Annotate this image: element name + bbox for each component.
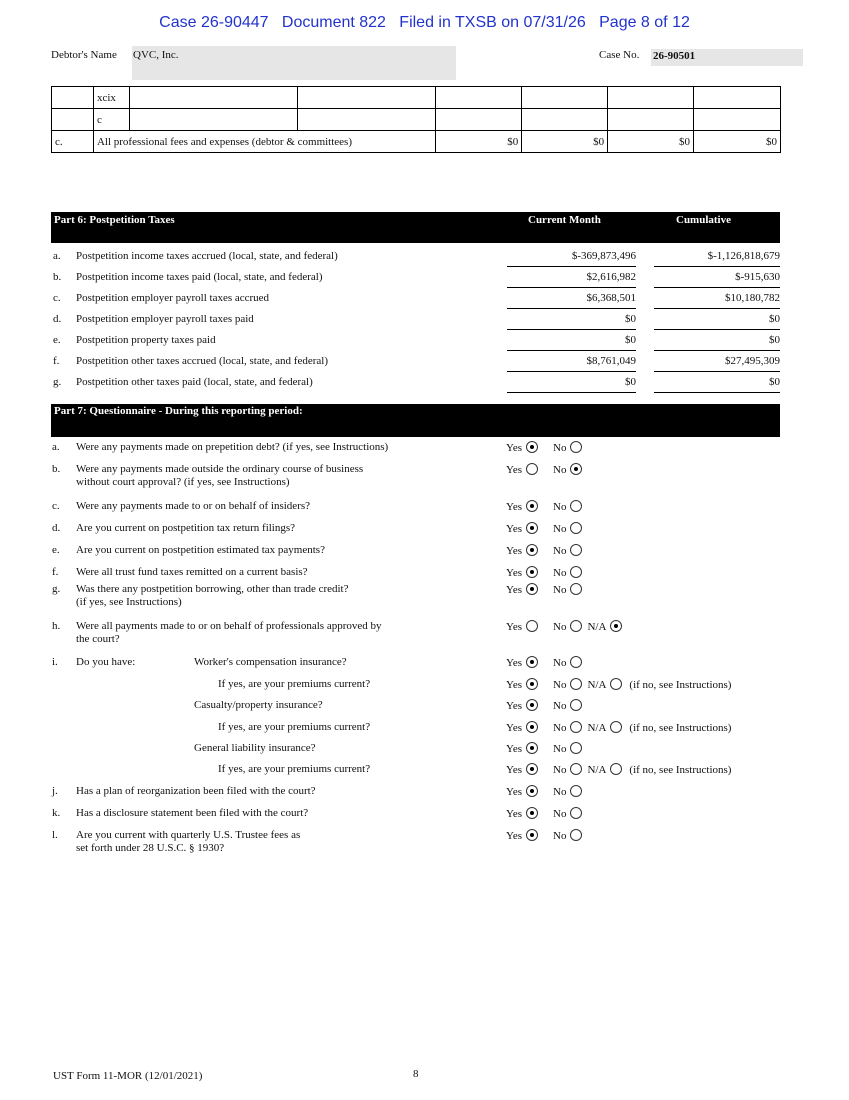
question-text [76,522,476,535]
row-label: Postpetition income taxes accrued (local, state, and federal) [76,250,338,262]
na-radio[interactable] [610,620,622,632]
no-radio[interactable] [570,699,582,711]
table-cell [297,109,436,131]
yes-radio[interactable] [526,829,538,841]
yes-label: Yes [506,657,523,669]
yes-label: Yes [506,743,523,755]
question-text [76,500,476,513]
no-label: No [553,700,567,712]
no-radio[interactable] [570,807,582,819]
question-text [76,807,476,820]
cumulative-value: $-1,126,818,679 [654,249,780,267]
yes-radio[interactable] [526,807,538,819]
no-radio[interactable] [570,583,582,595]
table-cell [52,87,94,109]
na-label: N/A [587,679,607,691]
instructions-note: (if no, see Instructions) [629,722,732,734]
table-cell [694,87,781,109]
no-radio[interactable] [570,785,582,797]
insurance-question: Casualty/property insurance? [194,699,323,711]
question-letter: i. [52,656,58,668]
question-letter: h. [52,620,61,632]
yes-label: Yes [506,584,523,596]
debtor-name-label: Debtor's Name [51,49,117,61]
instructions-note: (if no, see Instructions) [629,764,732,776]
question-line: the court? [76,633,120,645]
answer-group [506,807,582,820]
question-line: Are you current on postpetition tax return filings? [76,522,296,534]
answer-group [506,699,582,712]
no-radio[interactable] [570,656,582,668]
answer-group [506,463,582,476]
row-label: Postpetition property taxes paid [76,334,216,346]
no-label: No [553,584,567,596]
tax-row [51,372,780,393]
table-cell [522,87,608,109]
row-label: Postpetition employer payroll taxes accrued [76,292,270,304]
yes-label: Yes [506,700,523,712]
no-radio[interactable] [570,678,582,690]
table-row [52,87,781,109]
yes-radio[interactable] [526,544,538,556]
no-radio[interactable] [570,763,582,775]
yes-radio[interactable] [526,721,538,733]
cumulative-value: $0 [654,375,780,393]
question-text [76,829,476,855]
yes-label: Yes [506,501,523,513]
answer-group [506,678,731,691]
tax-row [51,309,780,330]
table-cell [129,87,297,109]
answer-group [506,441,582,454]
question-letter: a. [52,441,60,453]
answer-group [506,742,582,755]
tax-row [51,267,780,288]
yes-label: Yes [506,679,523,691]
part6-col-cumulative: Cumulative [676,214,731,226]
total-label: All professional fees and expenses (debtor & committees) [93,131,435,153]
tax-row [51,288,780,309]
total-letter: c. [52,131,94,153]
part6-header-bar [51,212,780,243]
no-radio[interactable] [570,441,582,453]
yes-label: Yes [506,621,523,633]
question-letter: j. [52,785,58,797]
no-label: No [553,830,567,842]
table-cell [436,87,522,109]
total-value: $0 [694,131,781,153]
yes-radio[interactable] [526,620,538,632]
no-radio[interactable] [570,500,582,512]
question-line: Are you current on postpetition estimated tax payments? [76,544,325,556]
question-letter: l. [52,829,58,841]
question-letter: d. [52,522,61,534]
row-letter: e. [53,334,61,346]
cumulative-value: $0 [654,333,780,351]
insurance-question: If yes, are your premiums current? [218,721,371,733]
table-cell [694,109,781,131]
tax-row [51,351,780,372]
table-row [52,109,781,131]
current-month-value: $6,368,501 [507,291,636,309]
no-label: No [553,764,567,776]
row-label: Postpetition other taxes accrued (local, state, and federal) [76,355,328,367]
row-label: Postpetition other taxes paid (local, state, and federal) [76,376,313,388]
question-line: (if yes, see Instructions) [76,596,182,608]
insurance-lead: Do you have: [76,656,136,668]
answer-group [506,656,582,669]
table-cell [129,109,297,131]
tax-row [51,330,780,351]
yes-radio[interactable] [526,785,538,797]
question-text [76,620,476,646]
total-row [52,131,781,153]
case-header: Case 26-90447 Document 822 Filed in TXSB on 07/31/26 Page 8 of 12 [159,14,690,31]
yes-label: Yes [506,808,523,820]
question-letter: e. [52,544,60,556]
question-line: Were any payments made to or on behalf of insiders? [76,500,311,512]
answer-group [506,829,582,842]
no-radio[interactable] [570,721,582,733]
total-value: $0 [522,131,608,153]
row-letter: f. [53,355,60,367]
answer-group [506,522,582,535]
question-text [76,463,476,489]
question-line: Has a disclosure statement been filed with the court? [76,807,309,819]
na-label: N/A [587,621,607,633]
part6-title: Part 6: Postpetition Taxes [54,214,175,226]
no-label: No [553,442,567,454]
answer-group [506,763,731,776]
no-radio[interactable] [570,463,582,475]
cumulative-value: $-915,630 [654,270,780,288]
table-cell [52,109,94,131]
cumulative-value: $10,180,782 [654,291,780,309]
table-cell [608,109,694,131]
yes-radio[interactable] [526,763,538,775]
question-text [76,566,476,579]
yes-label: Yes [506,830,523,842]
yes-radio[interactable] [526,500,538,512]
row-letter: c. [53,292,61,304]
question-text [76,544,476,557]
answer-group [506,583,582,596]
insurance-question: General liability insurance? [194,742,316,754]
total-value: $0 [436,131,522,153]
part6-col-current: Current Month [528,214,601,226]
na-radio[interactable] [610,763,622,775]
row-number: c [93,109,129,131]
cumulative-value: $0 [654,312,780,330]
question-line: Are you current with quarterly U.S. Trustee fees as [76,829,301,841]
answer-group [506,544,582,557]
no-label: No [553,464,567,476]
insurance-question: Worker's compensation insurance? [194,656,347,668]
row-label: Postpetition employer payroll taxes paid [76,313,254,325]
question-line: Was there any postpetition borrowing, other than trade credit? [76,583,349,595]
question-line: Were all trust fund taxes remitted on a current basis? [76,566,308,578]
case-no-field [651,49,803,66]
no-label: No [553,743,567,755]
no-radio[interactable] [570,544,582,556]
part7-header-bar [51,404,780,437]
yes-label: Yes [506,786,523,798]
no-label: No [553,722,567,734]
table-cell [436,109,522,131]
na-label: N/A [587,722,607,734]
na-label: N/A [587,764,607,776]
question-line: Were any payments made outside the ordinary course of business [76,463,364,475]
cumulative-value: $27,495,309 [654,354,780,372]
question-line: set forth under 28 U.S.C. § 1930? [76,842,225,854]
question-text [76,441,476,454]
answer-group [506,620,622,633]
question-line: without court approval? (if yes, see Instructions) [76,476,290,488]
question-text [76,785,476,798]
row-number: xcix [93,87,129,109]
case-no-value: 26-90501 [653,50,696,62]
na-radio[interactable] [610,721,622,733]
yes-radio[interactable] [526,583,538,595]
table-cell [522,109,608,131]
answer-group [506,785,582,798]
no-label: No [553,621,567,633]
no-radio[interactable] [570,522,582,534]
no-label: No [553,501,567,513]
yes-radio[interactable] [526,656,538,668]
yes-label: Yes [506,545,523,557]
yes-radio[interactable] [526,699,538,711]
current-month-value: $0 [507,333,636,351]
answer-group [506,566,582,579]
yes-label: Yes [506,442,523,454]
current-month-value: $0 [507,375,636,393]
current-month-value: $0 [507,312,636,330]
answer-group [506,500,582,513]
yes-label: Yes [506,523,523,535]
part7-title: Part 7: Questionnaire - During this reporting period: [54,405,303,417]
no-label: No [553,567,567,579]
question-line: Were any payments made on prepetition debt? (if yes, see Instructions) [76,441,389,453]
current-month-value: $-369,873,496 [507,249,636,267]
yes-radio[interactable] [526,678,538,690]
current-month-value: $8,761,049 [507,354,636,372]
yes-label: Yes [506,464,523,476]
yes-radio[interactable] [526,441,538,453]
case-no-label: Case No. [599,49,640,61]
instructions-note: (if no, see Instructions) [629,679,732,691]
no-label: No [553,786,567,798]
question-letter: f. [52,566,59,578]
yes-label: Yes [506,567,523,579]
no-label: No [553,808,567,820]
table-cell [297,87,436,109]
yes-radio[interactable] [526,522,538,534]
question-text [76,583,476,609]
no-radio[interactable] [570,742,582,754]
na-radio[interactable] [610,678,622,690]
row-label: Postpetition income taxes paid (local, state, and federal) [76,271,323,283]
footer-page-number: 8 [413,1068,419,1080]
no-radio[interactable] [570,566,582,578]
question-line: Has a plan of reorganization been filed with the court? [76,785,316,797]
no-label: No [553,679,567,691]
no-label: No [553,545,567,557]
debtor-name-value: QVC, Inc. [133,49,179,61]
yes-radio[interactable] [526,566,538,578]
footer-form: UST Form 11-MOR (12/01/2021) [53,1070,203,1082]
yes-label: Yes [506,764,523,776]
no-label: No [553,523,567,535]
answer-group [506,721,731,734]
current-month-value: $2,616,982 [507,270,636,288]
no-radio[interactable] [570,620,582,632]
row-letter: b. [53,271,62,283]
question-letter: c. [52,500,60,512]
insurance-question: If yes, are your premiums current? [218,678,371,690]
insurance-question: If yes, are your premiums current? [218,763,371,775]
no-radio[interactable] [570,829,582,841]
question-letter: g. [52,583,61,595]
question-letter: b. [52,463,61,475]
question-line: Were all payments made to or on behalf of professionals approved by [76,620,382,632]
yes-radio[interactable] [526,463,538,475]
row-letter: d. [53,313,62,325]
debtor-name-field [132,46,456,80]
tax-row [51,246,780,267]
table-cell [608,87,694,109]
professional-fees-table [51,86,781,153]
row-letter: g. [53,376,62,388]
question-letter: k. [52,807,61,819]
row-letter: a. [53,250,61,262]
no-label: No [553,657,567,669]
yes-label: Yes [506,722,523,734]
yes-radio[interactable] [526,742,538,754]
total-value: $0 [608,131,694,153]
